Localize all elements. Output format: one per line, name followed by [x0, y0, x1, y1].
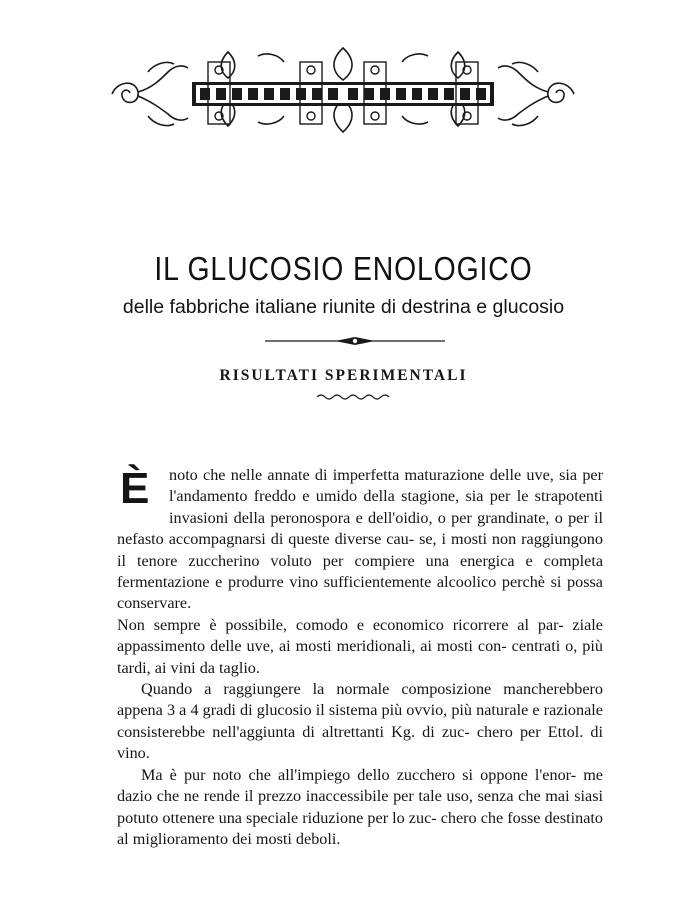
- wavy-divider: [316, 392, 390, 402]
- paragraph-1: [117, 465, 603, 615]
- text-line: compiere una energica e completa fermentazione e produrre vino: [117, 551, 604, 592]
- page-subtitle: delle fabbriche italiane riunite di destrina e glucosio: [122, 296, 565, 318]
- paragraph-3: Quando a raggiungere la normale composizione mancherebbero appena 3 a 4 gradi di glucosio il sistema più ovvio, più naturale e razionale consisterebbe nell'aggiunta di altrettanti Kg. di zuc- chero per Ettol. di vino.: [117, 680, 603, 763]
- ornamental-header-band: [108, 42, 578, 137]
- text-line: noto che nelle annate di imperfetta maturazione delle uve,: [169, 466, 554, 484]
- section-heading: RISULTATI SPERIMENTALI: [219, 367, 468, 384]
- text-line: grandinate, o per il nefasto accompagnarsi di queste diverse cau-: [117, 508, 604, 549]
- text-line: sufficientemente alcoolico perchè si possa conservare.: [117, 573, 603, 613]
- paragraph-4: Ma è pur noto che all'impiego dello zucchero si oppone l'enor- me dazio che ne rende il prezzo inaccessibile per tale uso, senza che mai siasi potuto ottenere una speciale riduzione per lo zuc- chero che fosse destinato al miglioramento dei mosti deboli.: [117, 765, 603, 848]
- text-line: se, i mosti non raggiungono il tenore zuccherino voluto per: [117, 530, 603, 570]
- dropcap: [117, 464, 163, 513]
- dropcap-letter: È: [120, 464, 150, 513]
- paragraph-2: Non sempre è possibile, comodo e economico ricorrere al par- ziale appassimento delle uve, ai mosti meridionali, ai mosti con- centrati o, più tardi, ai vini da taglio.: [117, 615, 603, 677]
- article-body: [117, 465, 603, 850]
- page-title: IL GLUCOSIO ENOLOGICO: [154, 250, 533, 287]
- text-line: per le strapotenti invasioni della peronospora e dell'oidio, o per: [169, 487, 604, 527]
- decorative-rule: [265, 334, 445, 348]
- text-line: sia per l'andamento freddo e umido della stagione, sia: [169, 466, 604, 506]
